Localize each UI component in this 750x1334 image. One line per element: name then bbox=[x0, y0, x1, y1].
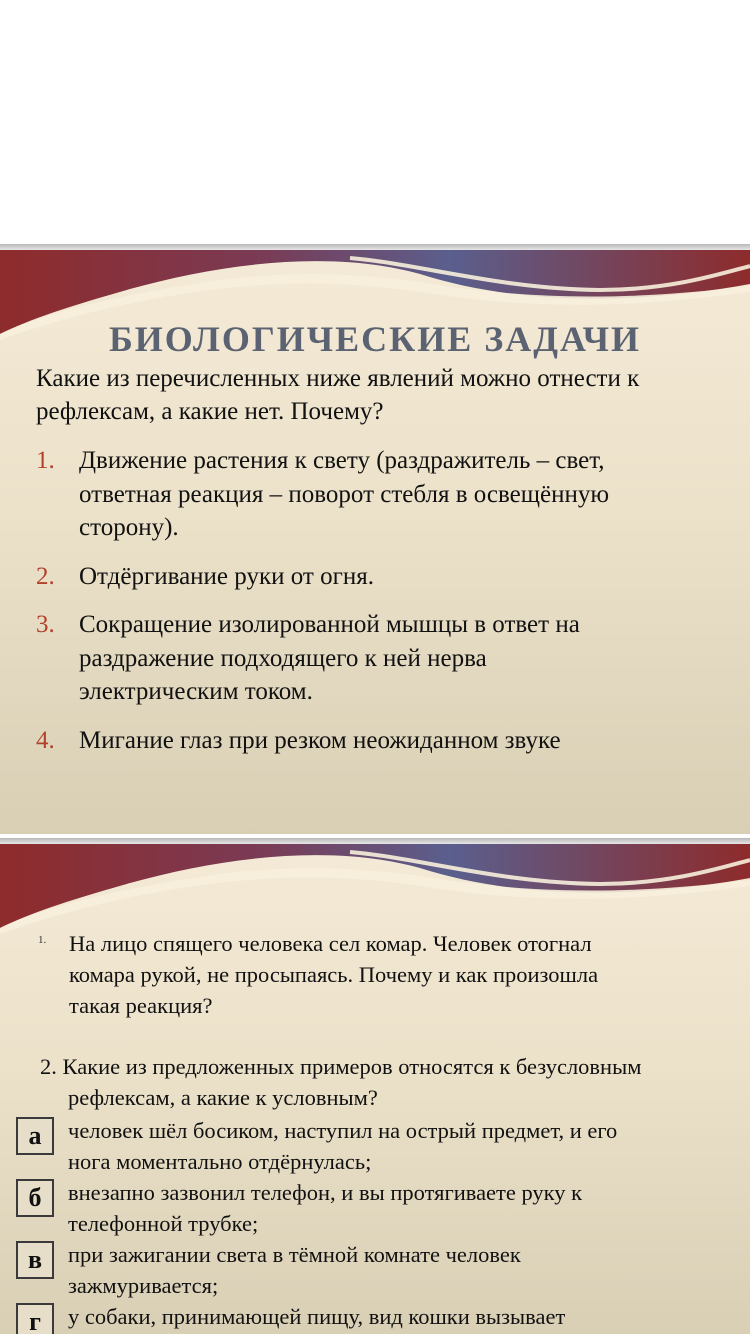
list-item-line: Мигание глаз при резком неожиданном звуке bbox=[79, 726, 561, 754]
question-line: Какие из перечисленных ниже явлений можно отнести к bbox=[36, 365, 640, 392]
list-item-line: электрическим током. bbox=[79, 678, 313, 705]
decorative-wave-header bbox=[0, 838, 750, 938]
option-line: у собаки, принимающей пищу, вид кошки вызывает bbox=[68, 1304, 566, 1329]
slide-2 bbox=[0, 838, 750, 1334]
option-line: нога моментально отдёрнулась; bbox=[68, 1149, 372, 1174]
list-number: 1. bbox=[36, 447, 55, 474]
option-letter-box: а bbox=[16, 1117, 54, 1155]
task-number: 1. bbox=[38, 934, 47, 946]
list-item-line: Сокращение изолированной мышцы в ответ на bbox=[79, 611, 580, 638]
list-item bbox=[36, 560, 716, 594]
slide-title: БИОЛОГИЧЕСКИЕ ЗАДАЧИ bbox=[108, 319, 641, 359]
list-item-line: ответная реакция – поворот стебля в освещённую bbox=[79, 480, 610, 508]
task-2 bbox=[40, 1051, 745, 1113]
task-question bbox=[36, 362, 726, 428]
list-item bbox=[36, 724, 716, 758]
option-line: зажмуривается; bbox=[68, 1273, 219, 1298]
task-1 bbox=[38, 928, 718, 1021]
list-item-line: Движение растения к свету (раздражитель – свет, bbox=[79, 447, 605, 474]
list-item-line: сторону). bbox=[79, 514, 179, 541]
list-item bbox=[36, 444, 716, 545]
list-item-line: раздражение подходящего к ней нерва bbox=[79, 644, 487, 672]
list-number: 4. bbox=[36, 726, 55, 754]
option-c bbox=[16, 1239, 736, 1301]
option-letter-box: г bbox=[16, 1303, 54, 1334]
task-line: комара рукой, не просыпаясь. Почему и как произошла bbox=[69, 962, 599, 987]
list-item-line: Отдёргивание руки от огня. bbox=[79, 562, 374, 590]
task-line: 2. Какие из предложенных примеров относятся к безусловным bbox=[40, 1054, 642, 1079]
task-text bbox=[69, 928, 718, 1021]
option-text bbox=[68, 1115, 736, 1177]
phenomena-list bbox=[36, 444, 716, 772]
list-number: 2. bbox=[36, 562, 55, 590]
option-line: человек шёл босиком, наступил на острый предмет, и его bbox=[68, 1118, 618, 1143]
list-item bbox=[36, 608, 716, 709]
option-letter-box: в bbox=[16, 1241, 54, 1279]
option-text bbox=[68, 1301, 736, 1332]
option-d bbox=[16, 1301, 736, 1332]
task-line: рефлексам, а какие к условным? bbox=[68, 1085, 378, 1110]
option-line: телефонной трубке; bbox=[68, 1211, 259, 1236]
option-text bbox=[68, 1239, 736, 1301]
option-b bbox=[16, 1177, 736, 1239]
question-line: рефлексам, а какие нет. Почему? bbox=[36, 398, 384, 425]
task-line: такая реакция? bbox=[69, 993, 213, 1018]
option-line: при зажигании света в тёмной комнате человек bbox=[68, 1242, 521, 1267]
option-a bbox=[16, 1115, 736, 1177]
option-letter-box: б bbox=[16, 1179, 54, 1217]
option-text bbox=[68, 1177, 736, 1239]
list-number: 3. bbox=[36, 611, 55, 638]
option-line: внезапно зазвонил телефон, и вы протягиваете руку к bbox=[68, 1180, 583, 1205]
slide-1 bbox=[0, 244, 750, 834]
task-line: На лицо спящего человека сел комар. Человек отогнал bbox=[69, 931, 592, 956]
